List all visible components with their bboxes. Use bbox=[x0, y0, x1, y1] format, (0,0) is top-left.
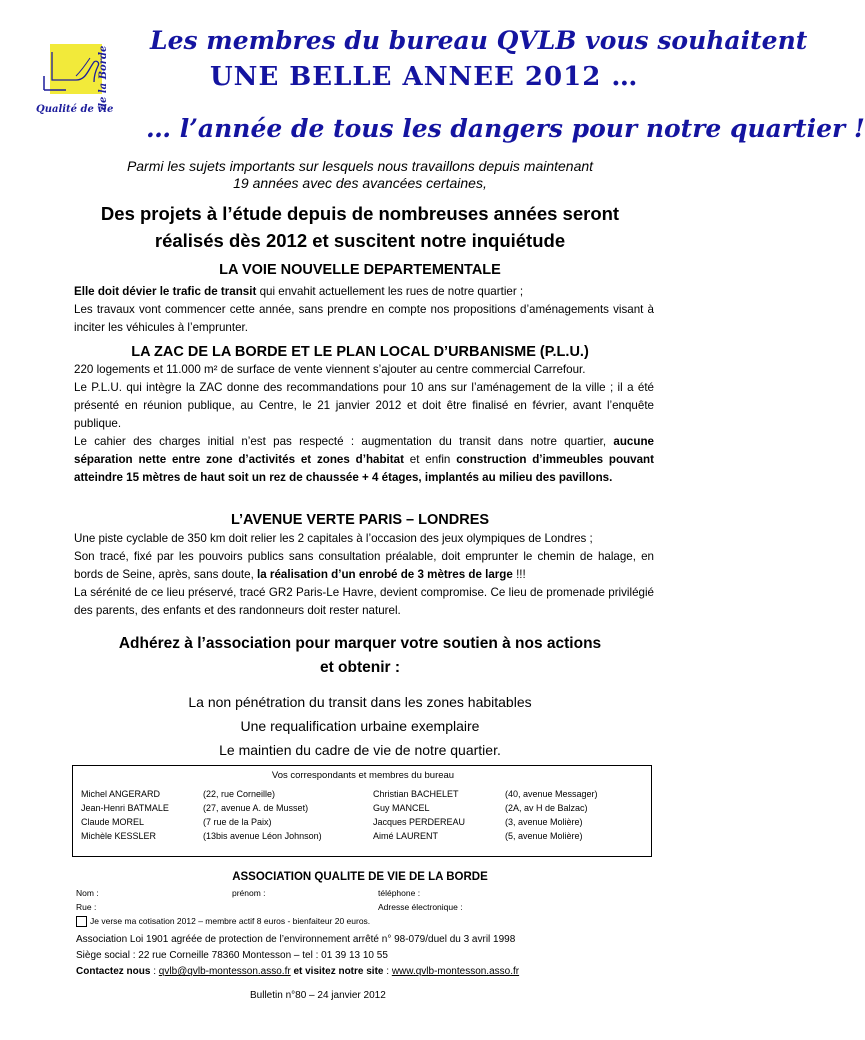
section-title-zac: LA ZAC DE LA BORDE ET LE PLAN LOCAL D’URBANISME (P.L.U.) bbox=[131, 344, 589, 360]
goal-item: Le maintien du cadre de vie de notre quartier. bbox=[219, 742, 501, 758]
site-label: et visitez notre site bbox=[290, 966, 384, 977]
prenom-label[interactable]: prénom : bbox=[232, 888, 266, 898]
siege-social: Siège social : 22 rue Corneille 78360 Montesson – tel : 01 39 13 10 55 bbox=[76, 950, 388, 961]
emphasis: construction d’immeubles pouvant atteindre 15 mètres de haut soit un rez de chaussée + 4 étages, implantés au milieu des pavillons. bbox=[74, 453, 654, 484]
text: Son tracé, fixé par les pouvoirs publics sans consultation préalable, doit emprunter le chemin de halage, en bords de Seine, après, sans doute, bbox=[74, 550, 654, 581]
section-body-zac bbox=[74, 361, 654, 487]
member-address: (2A, av H de Balzac) bbox=[505, 803, 588, 813]
goal-item: Une requalification urbaine exemplaire bbox=[240, 718, 480, 734]
contact-label: Contactez nous bbox=[76, 966, 151, 977]
section-body-voie bbox=[74, 283, 654, 337]
goals-list bbox=[0, 690, 720, 762]
member-address: (5, avenue Molière) bbox=[505, 831, 583, 841]
paragraph: Une piste cyclable de 350 km doit relier les 2 capitales à l’occasion des jeux olympiques de Londres ; bbox=[74, 532, 593, 545]
text: qui envahit actuellement les rues de notre quartier ; bbox=[256, 285, 524, 298]
projects-line-1: Des projets à l’étude depuis de nombreuses années seront bbox=[100, 203, 620, 224]
member-name: Aimé LAURENT bbox=[373, 831, 439, 841]
logo-graphic bbox=[36, 40, 128, 130]
adhere-line-1: Adhérez à l’association pour marquer votre soutien à nos actions bbox=[118, 635, 602, 652]
rue-label[interactable]: Rue : bbox=[76, 902, 97, 912]
intro-line-2: 19 années avec des avancées certaines, bbox=[233, 175, 487, 191]
separator: : bbox=[383, 966, 392, 977]
logo-text-side: de la Borde bbox=[98, 45, 109, 110]
member-address: (22, rue Corneille) bbox=[203, 789, 276, 799]
email-link[interactable]: qvlb@qvlb-montesson.asso.fr bbox=[158, 966, 291, 977]
member-address: (13bis avenue Léon Johnson) bbox=[203, 831, 322, 841]
association-title: ASSOCIATION QUALITE DE VIE DE LA BORDE bbox=[232, 871, 488, 883]
paragraph bbox=[74, 548, 654, 584]
association-info: Association Loi 1901 agréée de protection de l’environnement arrêté n° 98-079/duel du 3 avril 1998 bbox=[76, 934, 516, 945]
member-address: (40, avenue Messager) bbox=[505, 789, 598, 799]
member-name: Jean-Henri BATMALE bbox=[81, 803, 169, 813]
member-name: Christian BACHELET bbox=[373, 789, 459, 799]
section-title-avenue-verte: L’AVENUE VERTE PARIS – LONDRES bbox=[230, 512, 490, 528]
section-title-voie: LA VOIE NOUVELLE DEPARTEMENTALE bbox=[219, 262, 501, 278]
member-name: Jacques PERDEREAU bbox=[373, 817, 466, 827]
member-name: Michèle KESSLER bbox=[81, 831, 157, 841]
member-name: Claude MOREL bbox=[81, 817, 145, 827]
paragraph bbox=[74, 433, 654, 487]
emphasis: Elle doit dévier le trafic de transit bbox=[74, 285, 257, 298]
paragraph: Les travaux vont commencer cette année, sans prendre en compte nos propositions d’aménagements visant à inciter les véhicules à l’emprunter. bbox=[74, 303, 654, 334]
text: Le cahier des charges initial n’est pas respecté : augmentation du transit dans notre quartier, bbox=[74, 435, 614, 448]
separator: : bbox=[150, 966, 159, 977]
emphasis: aucune séparation nette entre zone d’activités et zones d’habitat bbox=[74, 435, 654, 466]
text: et enfin bbox=[403, 453, 457, 466]
header-line-3: … l’année de tous les dangers pour notre quartier ! bbox=[146, 114, 865, 143]
member-address: (7 rue de la Paix) bbox=[203, 817, 272, 827]
site-link[interactable]: www.qvlb-montesson.asso.fr bbox=[391, 966, 520, 977]
member-address: (3, avenue Molière) bbox=[505, 817, 583, 827]
logo-text-top: Qualité de vie bbox=[36, 104, 114, 115]
contact-line bbox=[76, 966, 519, 977]
email-label[interactable]: Adresse électronique : bbox=[378, 902, 463, 912]
paragraph bbox=[74, 283, 654, 301]
telephone-label[interactable]: téléphone : bbox=[378, 888, 421, 898]
projects-line-2: réalisés dès 2012 et suscitent notre inquiétude bbox=[154, 230, 566, 251]
member-name: Michel ANGERARD bbox=[81, 789, 161, 799]
member-name: Guy MANCEL bbox=[373, 803, 430, 813]
members-box-title: Vos correspondants et membres du bureau bbox=[271, 770, 455, 781]
bulletin-number: Bulletin n°80 – 24 janvier 2012 bbox=[250, 990, 386, 1001]
cotisation-label: Je verse ma cotisation 2012 – membre actif 8 euros - bienfaiteur 20 euros. bbox=[90, 916, 371, 926]
nom-label[interactable]: Nom : bbox=[76, 888, 99, 898]
goal-item: La non pénétration du transit dans les zones habitables bbox=[188, 694, 532, 710]
adhere-line-2: et obtenir : bbox=[319, 659, 401, 676]
paragraph: La sérénité de ce lieu préservé, tracé GR2 Paris-Le Havre, devient compromise. Ce lieu de promenade privilégié des parents, des enfants et des randonneurs doit rester naturel. bbox=[74, 586, 654, 617]
qvlb-logo bbox=[36, 40, 128, 130]
paragraph: Le P.L.U. qui intègre la ZAC donne des recommandations pour 10 ans sur l’aménagement de la ville ; il a été présenté en réunion publique, au Centre, le 21 janvier 2012 et doit être finalisé en février, avant l’enquête publique. bbox=[74, 381, 654, 430]
member-address: (27, avenue A. de Musset) bbox=[203, 803, 309, 813]
cotisation-checkbox[interactable] bbox=[76, 916, 87, 927]
paragraph: 220 logements et 11.000 m² de surface de vente viennent s’ajouter au centre commercial Carrefour. bbox=[74, 363, 586, 376]
intro-line-1: Parmi les sujets importants sur lesquels nous travaillons depuis maintenant bbox=[126, 158, 594, 174]
header-line-1: Les membres du bureau QVLB vous souhaitent bbox=[150, 26, 808, 55]
members-box bbox=[72, 765, 652, 857]
emphasis: la réalisation d’un enrobé de 3 mètres de large bbox=[257, 568, 513, 581]
text: !!! bbox=[512, 568, 526, 581]
section-body-avenue-verte bbox=[74, 530, 654, 620]
header-line-2: UNE BELLE ANNEE 2012 … bbox=[210, 62, 639, 92]
